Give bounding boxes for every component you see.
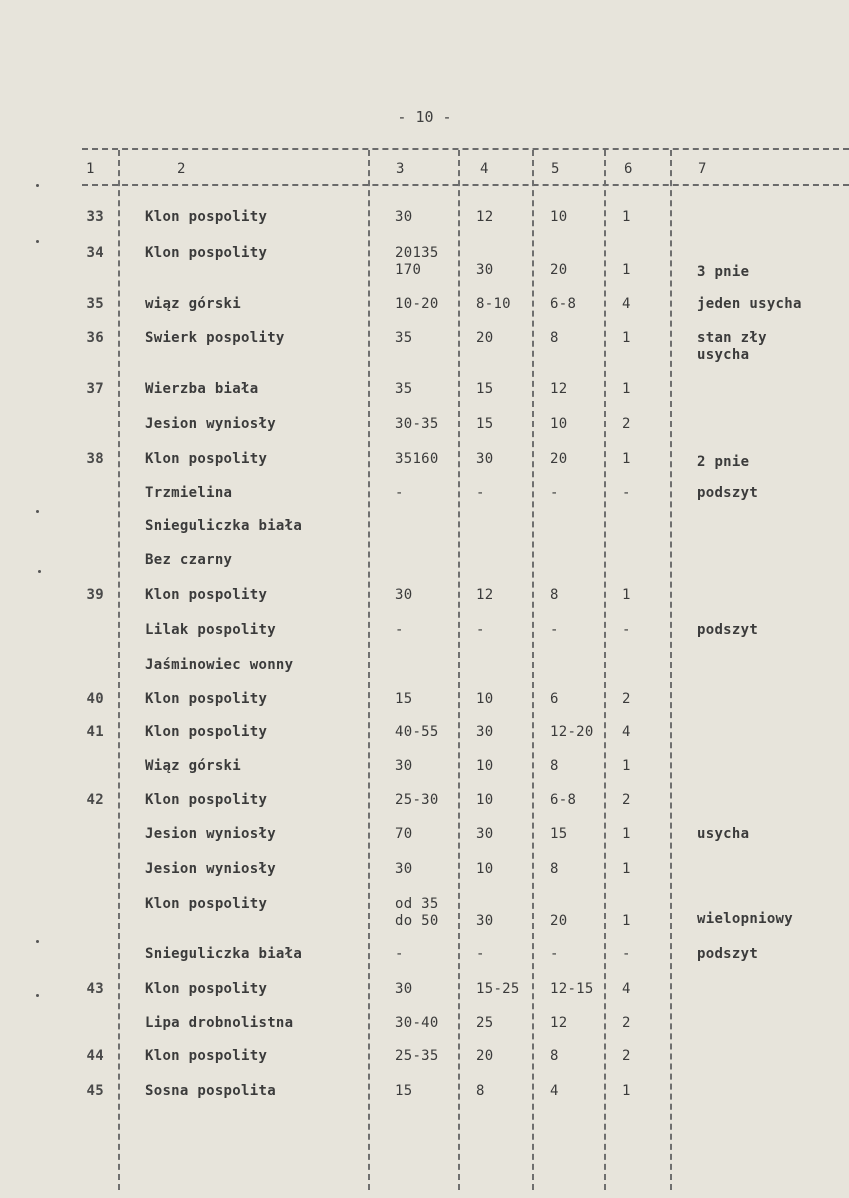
- table-cell-c6: 1: [622, 451, 631, 467]
- table-cell-c4: 10: [476, 691, 494, 707]
- species-name: Klon pospolity: [145, 209, 268, 225]
- row-number: 34: [86, 245, 104, 261]
- table-cell-c5: 4: [550, 1083, 559, 1099]
- remarks-cell: stan zły usycha: [697, 330, 767, 363]
- species-name: Trzmielina: [145, 485, 233, 501]
- table-cell-c3: 30: [395, 209, 413, 225]
- table-cell-c6: 4: [622, 296, 631, 312]
- remarks-cell: jeden usycha: [697, 296, 802, 312]
- remarks-cell: podszyt: [697, 622, 759, 638]
- table-cell-c5: 8: [550, 330, 559, 346]
- row-number: 35: [86, 296, 104, 312]
- table-cell-c3: 40-55: [395, 724, 439, 740]
- table-cell-c6: 1: [622, 861, 631, 877]
- table-cell-c3: 35: [395, 381, 413, 397]
- header-col-2: 2: [177, 161, 186, 177]
- species-name: Klon pospolity: [145, 691, 268, 707]
- table-cell-c5: 6-8: [550, 792, 577, 808]
- table-cell-c3: 10-20: [395, 296, 439, 312]
- table-cell-c5: -: [550, 946, 559, 962]
- table-cell-c6: 4: [622, 724, 631, 740]
- species-name: Lipa drobnolistna: [145, 1015, 294, 1031]
- table-cell-c4: 10: [476, 792, 494, 808]
- table-cell-c6: 1: [622, 262, 631, 278]
- species-name: Klon pospolity: [145, 451, 268, 467]
- table-cell-c6: 2: [622, 416, 631, 432]
- table-cell-c5: 12: [550, 381, 568, 397]
- table-cell-c4: 30: [476, 913, 494, 929]
- table-cell-c5: 8: [550, 587, 559, 603]
- column-divider-6: [670, 150, 672, 1190]
- species-name: Sosna pospolita: [145, 1083, 276, 1099]
- table-cell-c5: 6-8: [550, 296, 577, 312]
- header-col-1: 1: [86, 161, 95, 177]
- species-name: Klon pospolity: [145, 245, 268, 261]
- table-cell-c6: 1: [622, 826, 631, 842]
- row-number: 39: [86, 587, 104, 603]
- table-cell-c6: 2: [622, 792, 631, 808]
- table-cell-c4: -: [476, 946, 485, 962]
- table-cell-c4: 30: [476, 724, 494, 740]
- table-cell-c5: 12: [550, 1015, 568, 1031]
- row-number: 42: [86, 792, 104, 808]
- species-name: Jesion wyniosły: [145, 861, 276, 877]
- column-divider-4: [532, 150, 534, 1190]
- row-number: 37: [86, 381, 104, 397]
- table-cell-c4: 8: [476, 1083, 485, 1099]
- binding-hole-mark: [36, 994, 39, 997]
- table-cell-c4: 15: [476, 416, 494, 432]
- remarks-cell: wielopniowy: [697, 911, 794, 927]
- table-cell-c6: 1: [622, 758, 631, 774]
- species-name: Wiąz górski: [145, 758, 242, 774]
- table-cell-c4: 30: [476, 262, 494, 278]
- table-cell-c4: 15: [476, 381, 494, 397]
- species-name: Wierzba biała: [145, 381, 259, 397]
- table-cell-c3: -: [395, 485, 404, 501]
- table-cell-c3: 25-30: [395, 792, 439, 808]
- table-cell-c4: 10: [476, 758, 494, 774]
- page-number: - 10 -: [397, 108, 452, 126]
- column-divider-1: [118, 150, 120, 1190]
- species-name: Bez czarny: [145, 552, 233, 568]
- table-cell-c3: 30: [395, 981, 413, 997]
- column-divider-5: [604, 150, 606, 1190]
- header-col-4: 4: [480, 161, 489, 177]
- table-cell-c3: 30-40: [395, 1015, 439, 1031]
- table-cell-c3: 70: [395, 826, 413, 842]
- header-col-6: 6: [624, 161, 633, 177]
- table-cell-c5: 12-15: [550, 981, 594, 997]
- table-cell-c6: 1: [622, 913, 631, 929]
- table-cell-c3: 20135 170: [395, 245, 439, 278]
- header-col-5: 5: [551, 161, 560, 177]
- binding-hole-mark: [36, 940, 39, 943]
- row-number: 40: [86, 691, 104, 707]
- table-cell-c3: 35160: [395, 451, 439, 467]
- header-col-7: 7: [698, 161, 707, 177]
- table-cell-c5: -: [550, 622, 559, 638]
- binding-hole-mark: [36, 184, 39, 187]
- row-number: 41: [86, 724, 104, 740]
- species-name: Lilak pospolity: [145, 622, 276, 638]
- table-cell-c6: 1: [622, 209, 631, 225]
- table-cell-c3: 30: [395, 587, 413, 603]
- table-cell-c4: 12: [476, 587, 494, 603]
- species-name: Klon pospolity: [145, 981, 268, 997]
- table-cell-c6: 1: [622, 587, 631, 603]
- species-name: Jesion wyniosły: [145, 416, 276, 432]
- table-cell-c5: -: [550, 485, 559, 501]
- table-cell-c5: 20: [550, 913, 568, 929]
- table-cell-c3: 30: [395, 861, 413, 877]
- table-cell-c5: 15: [550, 826, 568, 842]
- row-number: 43: [86, 981, 104, 997]
- table-cell-c4: -: [476, 622, 485, 638]
- species-name: Snieguliczka biała: [145, 518, 303, 534]
- remarks-cell: podszyt: [697, 485, 759, 501]
- species-name: Klon pospolity: [145, 896, 268, 912]
- table-cell-c6: 1: [622, 381, 631, 397]
- row-number: 36: [86, 330, 104, 346]
- table-cell-c6: 1: [622, 330, 631, 346]
- table-cell-c4: 10: [476, 861, 494, 877]
- binding-hole-mark: [36, 510, 39, 513]
- species-name: Snieguliczka biała: [145, 946, 303, 962]
- table-cell-c4: 8-10: [476, 296, 511, 312]
- table-cell-c5: 8: [550, 861, 559, 877]
- table-cell-c5: 12-20: [550, 724, 594, 740]
- table-cell-c6: 2: [622, 691, 631, 707]
- table-cell-c6: 2: [622, 1015, 631, 1031]
- table-cell-c6: 2: [622, 1048, 631, 1064]
- remarks-cell: usycha: [697, 826, 750, 842]
- table-cell-c5: 20: [550, 262, 568, 278]
- table-cell-c4: -: [476, 485, 485, 501]
- table-cell-c3: 35: [395, 330, 413, 346]
- table-cell-c3: 30: [395, 758, 413, 774]
- remarks-cell: 3 pnie: [697, 264, 750, 280]
- table-cell-c3: 30-35: [395, 416, 439, 432]
- species-name: Swierk pospolity: [145, 330, 285, 346]
- table-cell-c5: 10: [550, 416, 568, 432]
- binding-hole-mark: [36, 240, 39, 243]
- species-name: Klon pospolity: [145, 724, 268, 740]
- remarks-cell: podszyt: [697, 946, 759, 962]
- column-divider-3: [458, 150, 460, 1190]
- table-cell-c6: 4: [622, 981, 631, 997]
- table-cell-c3: 25-35: [395, 1048, 439, 1064]
- table-cell-c4: 30: [476, 826, 494, 842]
- species-name: Klon pospolity: [145, 587, 268, 603]
- row-number: 38: [86, 451, 104, 467]
- table-cell-c4: 12: [476, 209, 494, 225]
- remarks-cell: 2 pnie: [697, 454, 750, 470]
- row-number: 44: [86, 1048, 104, 1064]
- table-cell-c5: 8: [550, 758, 559, 774]
- table-cell-c4: 25: [476, 1015, 494, 1031]
- table-cell-c5: 10: [550, 209, 568, 225]
- table-cell-c3: -: [395, 946, 404, 962]
- table-cell-c3: od 35 do 50: [395, 896, 439, 929]
- table-cell-c4: 30: [476, 451, 494, 467]
- table-header-rule: [82, 184, 849, 186]
- table-cell-c6: -: [622, 485, 631, 501]
- table-cell-c5: 6: [550, 691, 559, 707]
- species-name: Jesion wyniosły: [145, 826, 276, 842]
- table-cell-c3: 15: [395, 1083, 413, 1099]
- table-cell-c4: 20: [476, 1048, 494, 1064]
- table-cell-c6: 1: [622, 1083, 631, 1099]
- table-cell-c6: -: [622, 622, 631, 638]
- header-col-3: 3: [396, 161, 405, 177]
- species-name: wiąz górski: [145, 296, 242, 312]
- table-cell-c4: 15-25: [476, 981, 520, 997]
- row-number: 33: [86, 209, 104, 225]
- table-cell-c5: 20: [550, 451, 568, 467]
- species-name: Klon pospolity: [145, 792, 268, 808]
- table-top-rule: [82, 148, 849, 150]
- row-number: 45: [86, 1083, 104, 1099]
- species-name: Klon pospolity: [145, 1048, 268, 1064]
- table-cell-c5: 8: [550, 1048, 559, 1064]
- species-name: Jaśminowiec wonny: [145, 657, 294, 673]
- binding-hole-mark: [38, 570, 41, 573]
- column-divider-2: [368, 150, 370, 1190]
- table-cell-c6: -: [622, 946, 631, 962]
- table-cell-c4: 20: [476, 330, 494, 346]
- table-cell-c3: 15: [395, 691, 413, 707]
- table-cell-c3: -: [395, 622, 404, 638]
